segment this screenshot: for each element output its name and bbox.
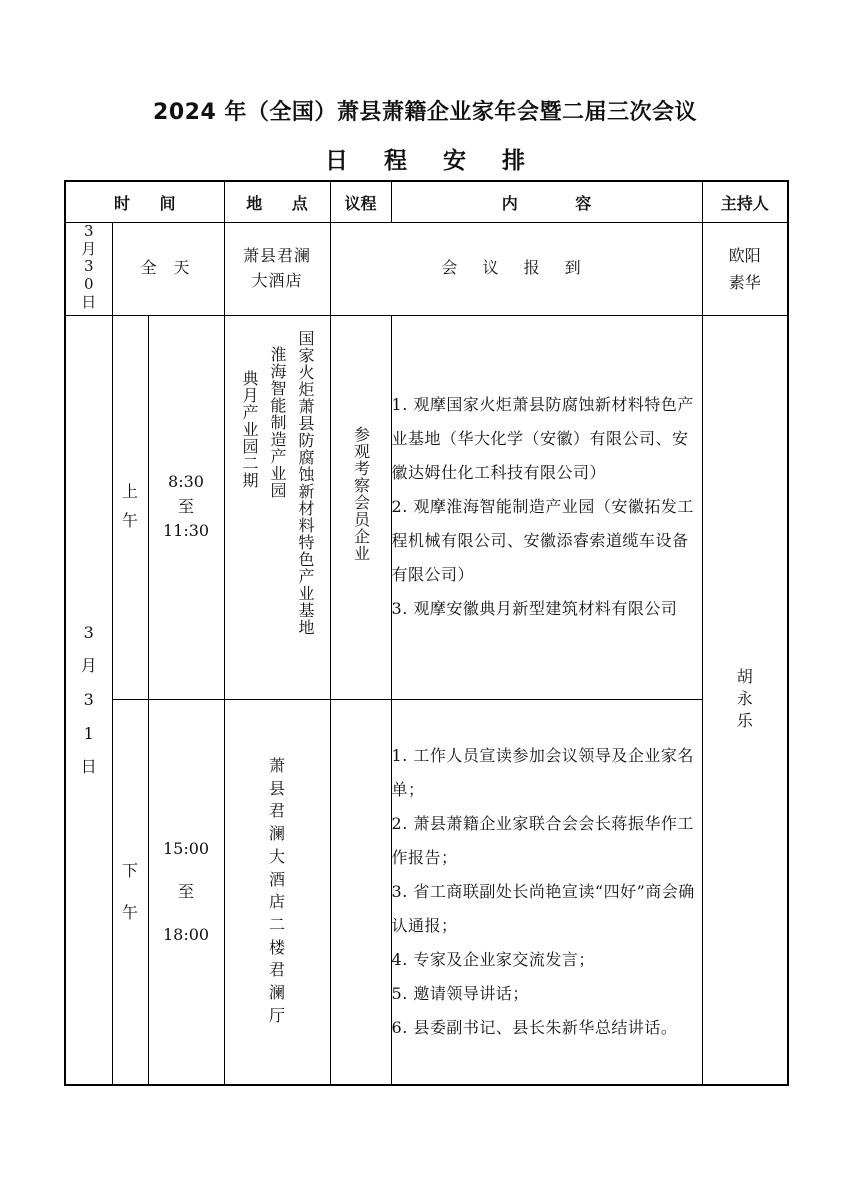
afternoon-label-cell [112, 699, 148, 1085]
document-title: 2024 年（全国）萧县萧籍企业家年会暨二届三次会议 [153, 100, 697, 125]
table-row-day1 [65, 223, 788, 316]
morning-end: 11:30 [162, 521, 210, 541]
morning-place-3: 典月产业园二期 [240, 369, 260, 489]
afternoon-agenda-cell [330, 699, 391, 1085]
day1-date: 3月30日 [81, 222, 97, 311]
morning-item-2: 2. 观摩淮海智能制造产业园（安徽拓发工程机械有限公司、安徽添睿索道缆车设备有限公司） [391, 497, 694, 585]
morning-time-cell [148, 315, 224, 699]
document-subtitle: 日 程 安 排 [324, 148, 540, 174]
day2-host-cell [702, 315, 788, 1085]
afternoon-content-cell [391, 699, 702, 1085]
afternoon-item-2: 2. 萧县萧籍企业家联合会会长蒋振华作工作报告； [391, 813, 694, 867]
afternoon-place: 萧县君澜大酒店二楼君澜厅 [269, 755, 286, 1025]
header-time: 时 间 [65, 181, 224, 223]
afternoon-place-cell [224, 699, 330, 1085]
morning-label: 上午 [121, 482, 138, 531]
morning-agenda-cell [330, 315, 391, 699]
header-host: 主持人 [702, 181, 788, 223]
day2-host: 胡永乐 [736, 666, 753, 731]
day1-place-cell [224, 223, 330, 316]
header-place: 地 点 [224, 181, 330, 223]
afternoon-item-4: 4. 专家及企业家交流发言； [391, 949, 595, 969]
afternoon-to: 至 [178, 882, 195, 902]
afternoon-item-1: 1. 工作人员宣读参加会议领导及企业家名单； [391, 745, 694, 799]
afternoon-end: 18:00 [162, 925, 210, 945]
morning-start: 8:30 [168, 471, 204, 491]
morning-item-1: 1. 观摩国家火炬萧县防腐蚀新材料特色产业基地（华大化学（安徽）有限公司、安徽达姆仕化工科技有限公司） [391, 395, 694, 483]
afternoon-time-cell [148, 699, 224, 1085]
morning-places-cell [224, 315, 330, 699]
day1-host: 欧阳素华 [728, 245, 761, 292]
day1-place: 萧县君澜大酒店 [243, 245, 312, 290]
day2-date-cell [65, 315, 112, 1085]
morning-content-cell [391, 315, 702, 699]
day1-date-cell [65, 223, 112, 316]
morning-label-cell [112, 315, 148, 699]
morning-agenda: 参观考察会员企业 [351, 425, 371, 562]
day1-host-cell [702, 223, 788, 316]
day2-date: 3月31日 [80, 622, 97, 777]
morning-place-1: 国家火炬萧县防腐蚀新材料特色产业基地 [296, 329, 316, 636]
header-content: 内 容 [391, 181, 702, 223]
day1-content: 会 议 报 到 [330, 223, 702, 316]
day1-period: 全 天 [112, 223, 224, 316]
afternoon-item-3: 3. 省工商联副处长尚艳宣读“四好”商会确认通报； [391, 881, 695, 935]
schedule-table [64, 180, 789, 1086]
morning-item-3: 3. 观摩安徽典月新型建筑材料有限公司 [391, 599, 678, 619]
morning-place-2: 淮海智能制造产业园 [268, 345, 288, 499]
afternoon-label: 下午 [121, 861, 138, 922]
header-agenda: 议程 [330, 181, 391, 223]
morning-to: 至 [178, 496, 195, 516]
afternoon-start: 15:00 [162, 839, 210, 859]
afternoon-item-5: 5. 邀请领导讲话； [391, 983, 529, 1003]
morning-places [225, 330, 330, 636]
afternoon-item-6: 6. 县委副书记、县长朱新华总结讲话。 [391, 1017, 678, 1037]
table-row-day2-afternoon [65, 699, 788, 1085]
table-row-day2-morning [65, 315, 788, 699]
header-row [65, 181, 788, 223]
